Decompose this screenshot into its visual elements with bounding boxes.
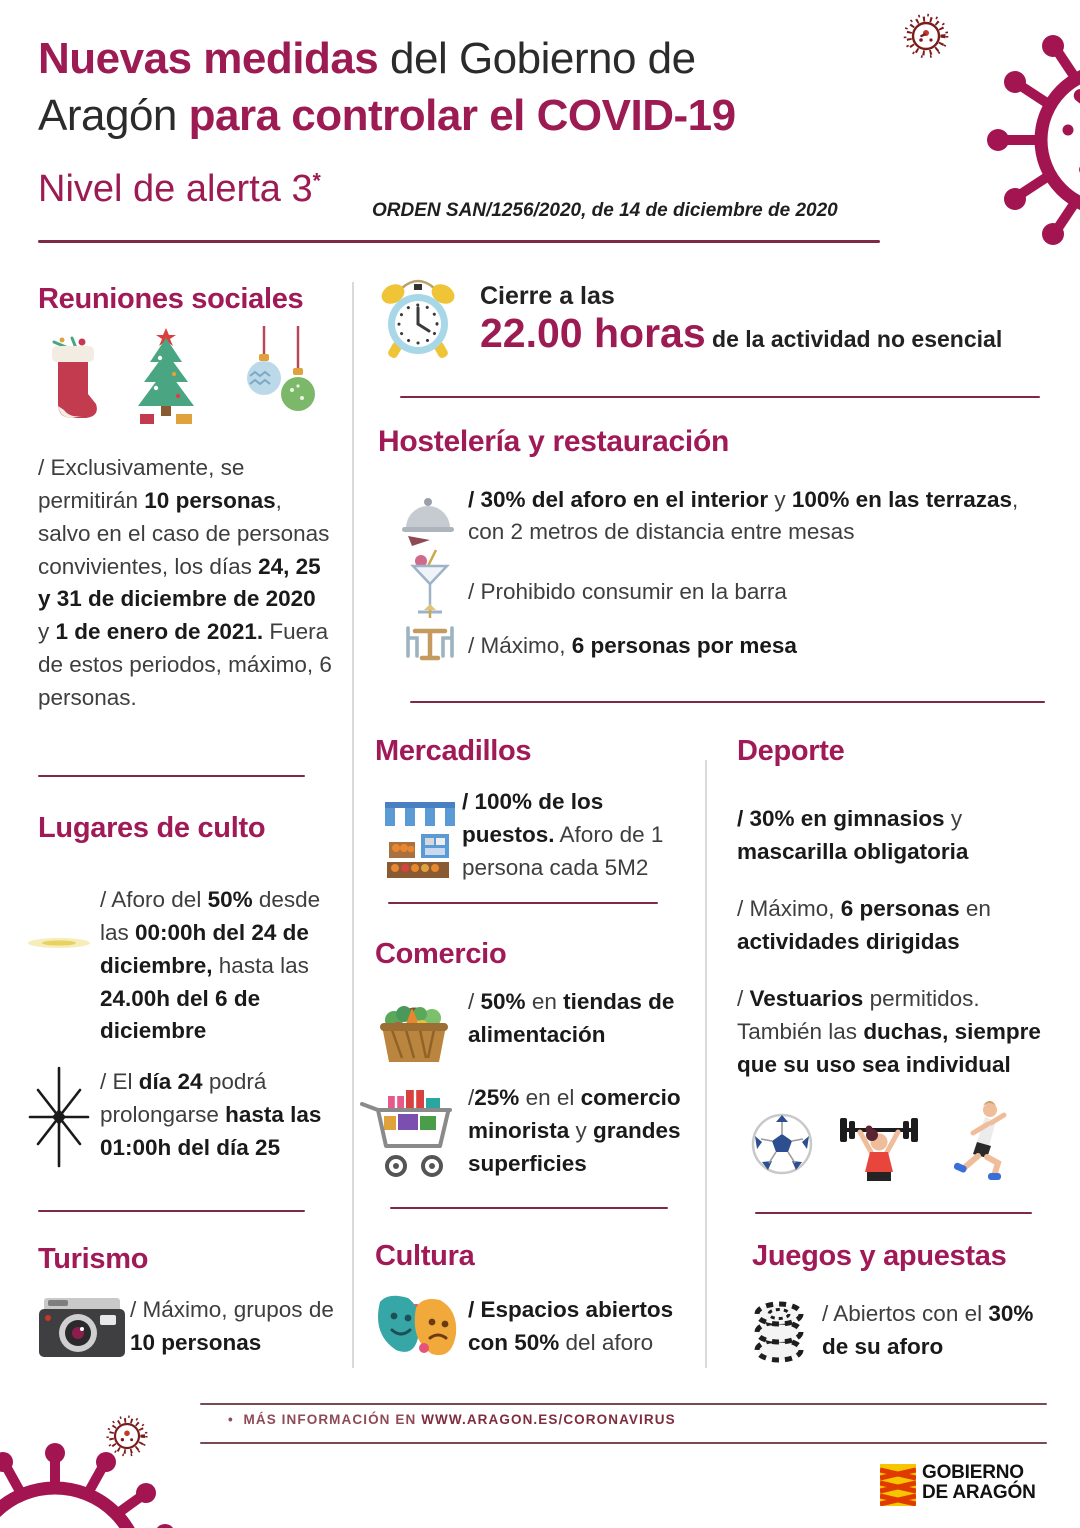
section-heading-lugares: Lugares de culto [38,812,266,844]
juegos-divider [755,1212,1032,1214]
candle-icon [26,932,92,954]
christmas-tree-icon [130,326,202,430]
deporte-para-1: / 30% en gimnasios y mascarilla obligatoria [737,806,969,864]
mercadillos-item: / 100% de los puestos. Aforo de 1 persona cada 5M2 [462,789,664,880]
column-divider-left [352,282,354,1368]
title-rest-2: Aragón [38,91,189,141]
reuniones-paragraph: / Exclusivamente, se permitirán 10 personas, salvo en el caso de personas convivientes, los días 24, 25 y 31 de diciembre de 2020 y 1 de enero de 2021. Fuera de estos periodos, máximo, 6 personas. [38,455,332,710]
closure-prefix: Cierre a las [480,282,615,310]
footer-bullet: • [228,1412,234,1427]
lugares-item-1: / Aforo del 50% desde las 00:00h del 24 de diciembre, hasta las 24.00h del 6 de diciembre [100,887,321,1044]
juegos-item: / Abiertos con el 30% de su aforo [822,1301,1034,1359]
closure-line [480,310,1002,357]
order-reference: ORDEN SAN/1256/2020, de 14 de diciembre de 2020 [372,200,838,221]
left-divider-1 [38,775,305,777]
lugares-item-2: / El día 24 podrá prolongarse hasta las 01:00h del día 25 [100,1069,322,1160]
hosteleria-item-3: / Máximo, 6 personas por mesa [468,633,797,658]
logo-line-2: DE ARAGÓN [922,1481,1036,1503]
closure-time: 22.00 horas [480,310,706,356]
aragon-flag-icon [880,1464,916,1506]
theater-masks-icon [372,1286,460,1366]
hosteleria-item-2: / Prohibido consumir en la barra [468,579,787,604]
virus-small-bottom-icon [103,1412,151,1460]
column-divider-right [705,760,707,1368]
section-heading-hosteleria: Hostelería y restauración [378,425,729,458]
gift-cart-icon [358,1088,466,1184]
table-chairs-icon [398,604,462,668]
stocking-icon [42,332,104,428]
title-accent-2: para controlar el COVID-19 [188,91,736,141]
comercio-divider [390,1207,668,1209]
hosteleria-item-1: / 30% del aforo en el interior y 100% en las terrazas, con 2 metros de distancia entre mesas [468,487,1019,544]
alert-asterisk: * [312,169,321,193]
poker-chips-icon [752,1292,806,1366]
deporte-para-3: / Vestuarios permitidos. También las duchas, siempre que su uso sea individual [737,986,1041,1077]
comercio-item-2: /25% en el comercio minorista y grandes superficies [468,1085,681,1176]
title-accent-1: Nuevas medidas [38,34,379,83]
section-heading-cultura: Cultura [375,1240,475,1272]
section-heading-reuniones: Reuniones sociales [38,283,304,315]
closure-suffix: de la actividad no esencial [705,326,1003,352]
alarm-clock-icon [378,276,458,362]
soccer-ball-icon [750,1112,814,1176]
deporte-para-2: / Máximo, 6 personas en actividades dirigidas [737,896,991,954]
cloche-icon [400,490,456,548]
left-divider-2 [38,1210,305,1212]
cultura-item: / Espacios abiertos con 50% del aforo [468,1297,674,1355]
star-icon [28,1066,90,1168]
virus-small-icon [900,10,952,62]
title-rest-1: del Gobierno de [378,34,696,83]
baubles-icon [244,326,320,430]
page-title [38,30,898,144]
footer-info-prefix: MÁS INFORMACIÓN EN [243,1412,422,1427]
virus-large-icon [953,18,1080,268]
footer-info-url: WWW.ARAGON.ES/CORONAVIRUS [421,1412,676,1427]
turismo-item: / Máximo, grupos de 10 personas [130,1297,334,1355]
section-heading-juegos: Juegos y apuestas [752,1240,1007,1272]
section-heading-deporte: Deporte [737,735,845,767]
banner-divider [400,396,1040,398]
weightlifter-icon [838,1106,920,1184]
hosteleria-divider [410,701,1045,703]
grocery-basket-icon [372,992,456,1068]
footer-divider-top [200,1403,1047,1405]
market-stall-icon [383,800,457,884]
gobierno-aragon-logo [922,1463,1036,1503]
section-heading-comercio: Comercio [375,938,507,970]
runner-icon [948,1100,1014,1180]
section-heading-turismo: Turismo [38,1243,149,1275]
footer-info [228,1412,676,1427]
alert-level: Nivel de alerta 3* [38,168,321,210]
camera-icon [36,1292,128,1360]
header-divider [38,240,880,243]
comercio-item-1: / 50% en tiendas de alimentación [468,989,675,1047]
section-heading-mercadillos: Mercadillos [375,735,532,767]
mercadillos-divider [388,902,658,904]
footer-divider-bottom [200,1442,1047,1444]
logo-line-1: GOBIERNO [922,1462,1024,1483]
